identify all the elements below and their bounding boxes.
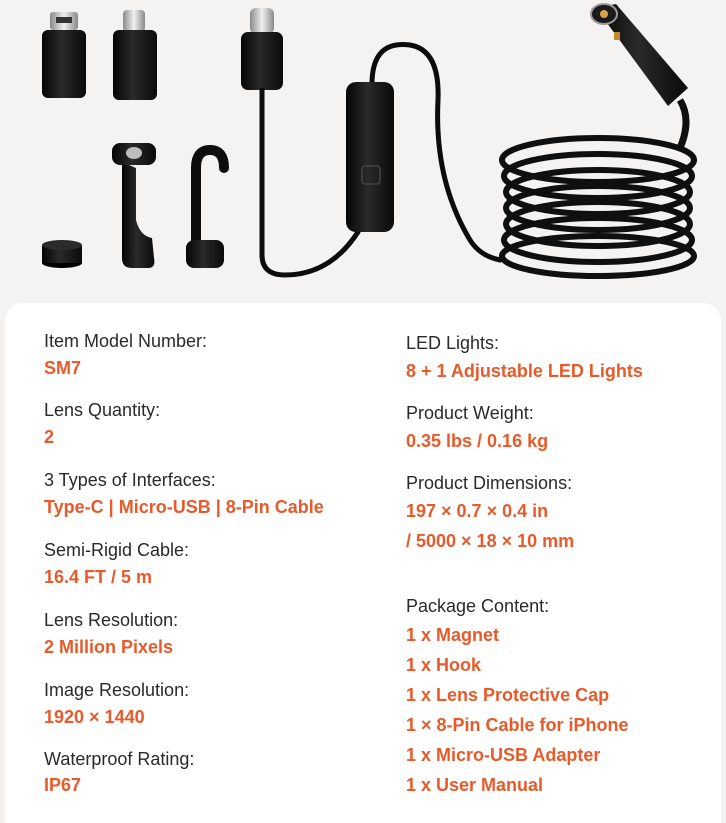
spec-label-model: Item Model Number: xyxy=(44,331,208,351)
spec-label-image-resolution: Image Resolution: xyxy=(44,680,190,700)
magnet-icon xyxy=(42,240,82,268)
spec-value-image-resolution: 1920 × 1440 xyxy=(44,707,145,727)
spec-label-lens-quantity: Lens Quantity: xyxy=(44,400,161,420)
spec-card xyxy=(5,303,721,823)
spec-value-lens-resolution: 2 Million Pixels xyxy=(44,637,174,657)
spec-label-interfaces: 3 Types of Interfaces: xyxy=(44,470,216,490)
spec-value-lens-quantity: 2 xyxy=(44,427,55,447)
spec-value-dimensions-in: 197 × 0.7 × 0.4 in xyxy=(406,501,549,521)
camera-probe-icon xyxy=(591,4,688,106)
package-item-magnet: 1 x Magnet xyxy=(406,625,500,645)
spec-label-package: Package Content: xyxy=(406,596,550,616)
spec-value-cable: 16.4 FT / 5 m xyxy=(44,567,153,587)
micro-usb-adapter-icon xyxy=(42,12,86,98)
spec-value-weight: 0.35 lbs / 0.16 kg xyxy=(406,431,549,451)
product-illustration xyxy=(0,0,726,300)
hook-icon xyxy=(186,150,224,268)
spec-value-dimensions-mm: / 5000 × 18 × 10 mm xyxy=(406,531,575,551)
spec-label-lens-resolution: Lens Resolution: xyxy=(44,610,179,630)
spec-label-led: LED Lights: xyxy=(406,333,500,353)
spec-label-waterproof: Waterproof Rating: xyxy=(44,749,195,769)
spec-value-led: 8 + 1 Adjustable LED Lights xyxy=(406,361,643,381)
package-item-hook: 1 x Hook xyxy=(406,655,482,675)
package-item-manual: 1 x User Manual xyxy=(406,775,544,795)
spec-label-weight: Product Weight: xyxy=(406,403,534,423)
spec-value-interfaces: Type-C | Micro-USB | 8-Pin Cable xyxy=(44,497,324,517)
package-item-lens-cap: 1 x Lens Protective Cap xyxy=(406,685,610,705)
spec-value-waterproof: IP67 xyxy=(44,775,82,795)
spec-label-dimensions: Product Dimensions: xyxy=(406,473,573,493)
lightning-adapter-icon xyxy=(113,10,157,100)
spec-value-model: SM7 xyxy=(44,358,82,378)
coiled-cable-icon xyxy=(502,100,694,276)
usb-c-plug-icon xyxy=(241,8,283,90)
lens-protective-cap-icon xyxy=(112,143,156,268)
package-item-micro-usb: 1 x Micro-USB Adapter xyxy=(406,745,601,765)
spec-label-cable: Semi-Rigid Cable: xyxy=(44,540,190,560)
package-item-8pin-cable: 1 × 8-Pin Cable for iPhone xyxy=(406,715,629,735)
inline-control-box-icon xyxy=(346,82,394,232)
